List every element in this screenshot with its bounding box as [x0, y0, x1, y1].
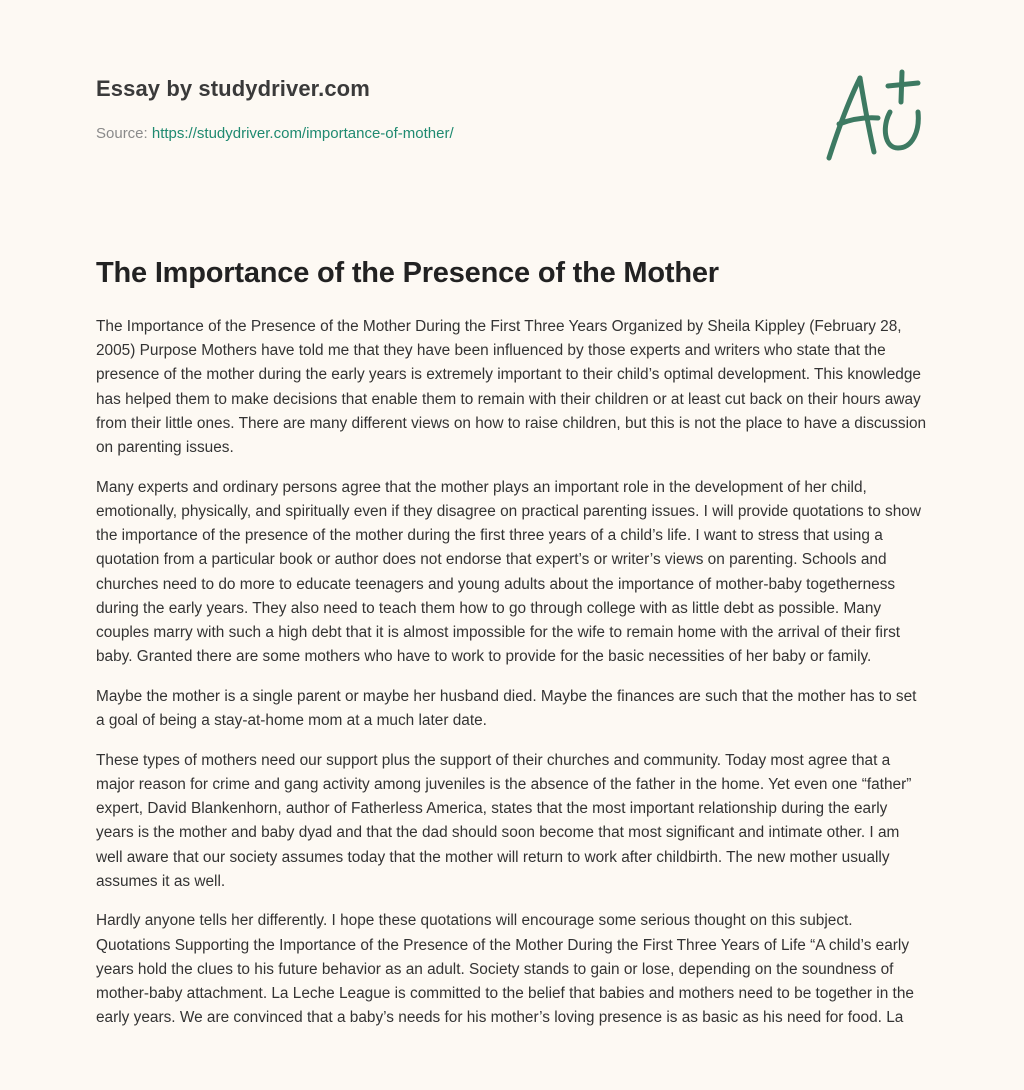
a-plus-logo-icon — [822, 68, 926, 164]
essay-header — [96, 76, 796, 142]
source-link[interactable]: https://studydriver.com/importance-of-mother/ — [151, 125, 454, 142]
paragraph: Hardly anyone tells her differently. I hope these quotations will encourage some serious thought on this subject. Quotations Supporting the Importance of the Presence of the Mother During the First Three Years of Life “A child’s early years hold the clues to his future behavior as an adult. Society stands to gain or lose, depending on the soundness of mother-baby attachment. La Leche League is committed to the belief that babies and mothers need to be together in the early years. We are convinced that a baby’s needs for his mother’s loving presence is as basic as his need for food. La — [96, 912, 914, 1027]
brand-title: Essay by studydriver.com — [96, 76, 370, 101]
paragraph: Maybe the mother is a single parent or maybe her husband died. Maybe the finances are such that the mother has to set a goal of being a stay-at-home mom at a much later date. — [96, 687, 917, 730]
source-label: Source: — [96, 125, 152, 142]
paragraph: The Importance of the Presence of the Mother During the First Three Years Organized by Sheila Kippley (February 28, 2005) Purpose Mothers have told me that they have been influenced by those experts and writers who state that the presence of the mother during the early years is extremely important to their child’s optimal development. This knowledge has helped them to make decisions that enable them to remain with their children or at least cut back on their hours away from their little ones. There are many different views on how to raise children, but this is not the place to have a discussion on parenting issues. — [96, 318, 927, 457]
source-line — [96, 125, 796, 142]
article-title: The Importance of the Presence of the Mother — [96, 257, 719, 289]
article-body — [96, 315, 928, 1046]
paragraph: Many experts and ordinary persons agree that the mother plays an important role in the development of her child, emotionally, physically, and spiritually even if they disagree on practical parenting issues. I will provide quotations to show the importance of the presence of the mother during the first three years of a child’s life. I want to stress that using a quotation from a particular book or author does not endorse that expert’s or writer’s views on parenting. Schools and churches need to do more to educate teenagers and young adults about the importance of mother-baby togetherness during the early years. They also need to teach them how to go through college with as little debt as possible. Many couples marry with such a high debt that it is almost impossible for the wife to remain home with the arrival of their first baby. Granted there are some mothers who have to work to provide for the basic necessities of her baby or family. — [96, 478, 921, 666]
paragraph: These types of mothers need our support plus the support of their churches and community. Today most agree that a major reason for crime and gang activity among juveniles is the absence of the father in the home. Yet even one “father” expert, David Blankenhorn, author of Fatherless America, states that the most important relationship during the early years is the mother and baby dyad and that the dad should soon become that most significant and intimate other. I am well aware that our society assumes today that the mother will return to work after childbirth. The new mother usually assumes it as well. — [96, 751, 912, 890]
